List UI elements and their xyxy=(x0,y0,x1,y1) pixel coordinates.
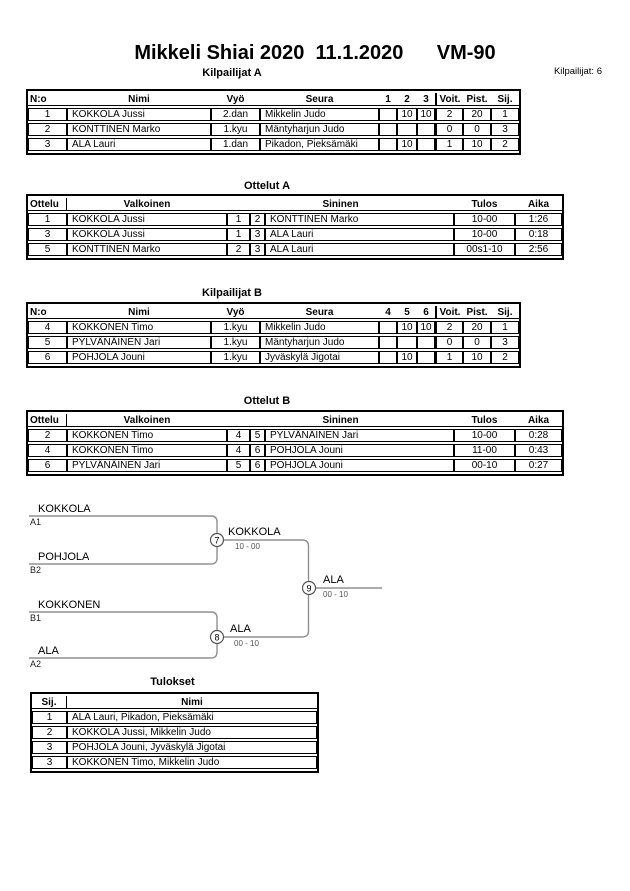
match-number: 8 xyxy=(214,632,220,643)
col-header: Sij. xyxy=(491,306,519,319)
table-row xyxy=(32,741,317,754)
col-header: Sij. xyxy=(491,93,519,106)
cell: 10-00 xyxy=(454,429,515,442)
col-header: N:o xyxy=(28,306,67,319)
cell: 4 xyxy=(227,444,250,457)
cell: 2 xyxy=(250,213,265,226)
cell: 1 xyxy=(28,213,67,226)
kilpailijat-b-table xyxy=(26,302,521,368)
match-score: 00 - 10 xyxy=(323,590,348,599)
col-header: Nimi xyxy=(67,306,211,319)
col-header: Ottelu xyxy=(28,414,67,427)
bracket-slot-seed: A2 xyxy=(30,659,42,669)
elimination-bracket xyxy=(0,495,430,690)
cell: 1 xyxy=(28,108,67,121)
table-row xyxy=(28,243,562,256)
cell: ALA Lauri xyxy=(265,243,454,256)
cell xyxy=(379,336,397,349)
cell: KOKKOLA Jussi xyxy=(67,213,227,226)
cell: 10-00 xyxy=(454,213,515,226)
cell: 5 xyxy=(28,243,67,256)
competitors-count: Kilpailijat: 6 xyxy=(553,66,602,77)
col-header: Ottelu xyxy=(28,198,67,211)
table-row xyxy=(28,321,519,334)
cell: 4 xyxy=(28,321,67,334)
cell: KOKKONEN Timo, Mikkelin Judo xyxy=(67,756,317,769)
col-header: Voit. xyxy=(435,306,463,319)
cell xyxy=(379,123,397,136)
col-header: 5 xyxy=(397,306,417,319)
table-header-row xyxy=(28,306,519,319)
table-row xyxy=(28,123,519,136)
col-header: Valkoinen xyxy=(67,198,227,211)
cell xyxy=(379,321,397,334)
cell: 1.kyu xyxy=(211,321,260,334)
col-header: Aika xyxy=(515,414,562,427)
cell: 1 xyxy=(435,351,463,364)
cell: KOKKOLA Jussi xyxy=(67,108,211,121)
col-header: 4 xyxy=(379,306,397,319)
col-header: Sininen xyxy=(227,198,454,211)
cell: KONTTINEN Marko xyxy=(265,213,454,226)
col-header: Pist. xyxy=(463,306,491,319)
cell: 20 xyxy=(463,108,491,121)
col-header: Vyö xyxy=(211,306,260,319)
cell: 1 xyxy=(227,228,250,241)
col-header: Voit. xyxy=(435,93,463,106)
col-header: Nimi xyxy=(67,696,317,709)
cell: KOKKONEN Timo xyxy=(67,444,227,457)
cell xyxy=(379,108,397,121)
cell: 0:28 xyxy=(515,429,562,442)
cell: 0 xyxy=(435,123,463,136)
kilpailijat-a-table xyxy=(26,89,521,155)
cell: 6 xyxy=(250,459,265,472)
section-title-kilpailijat-b: Kilpailijat B xyxy=(202,287,262,299)
cell: 0:27 xyxy=(515,459,562,472)
cell: POHJOLA Jouni, Jyväskylä Jigotai xyxy=(67,741,317,754)
cell: 5 xyxy=(250,429,265,442)
cell: 1 xyxy=(32,711,67,724)
section-title-ottelut-a: Ottelut A xyxy=(243,180,291,192)
cell: 2 xyxy=(435,108,463,121)
col-header: Vyö xyxy=(211,93,260,106)
cell: 2 xyxy=(28,429,67,442)
cell: 2.dan xyxy=(211,108,260,121)
bracket-slot-name: KOKKONEN xyxy=(38,599,101,611)
cell: 10 xyxy=(417,108,435,121)
cell: Mikkelin Judo xyxy=(260,108,379,121)
ottelut-b-table xyxy=(26,410,564,476)
cell xyxy=(417,351,435,364)
cell: 0:43 xyxy=(515,444,562,457)
cell: 2:56 xyxy=(515,243,562,256)
cell: 3 xyxy=(28,228,67,241)
table-row xyxy=(28,228,562,241)
cell xyxy=(397,123,417,136)
cell: 2 xyxy=(491,351,519,364)
cell: 1 xyxy=(227,213,250,226)
cell: 1.kyu xyxy=(211,336,260,349)
col-header: 3 xyxy=(417,93,435,106)
cell: 10 xyxy=(463,351,491,364)
cell: 10 xyxy=(397,108,417,121)
table-header-row xyxy=(28,414,562,427)
tulokset-table xyxy=(30,692,319,773)
bracket-lines xyxy=(0,495,430,690)
table-row xyxy=(28,138,519,151)
bracket-slot-seed: B1 xyxy=(30,613,42,623)
cell: 3 xyxy=(32,741,67,754)
cell: 6 xyxy=(28,459,67,472)
cell: 3 xyxy=(250,243,265,256)
cell: 11-00 xyxy=(454,444,515,457)
cell: 4 xyxy=(28,444,67,457)
page-title: Mikkeli Shiai 2020 11.1.2020 VM-90 xyxy=(134,42,496,64)
cell: 6 xyxy=(28,351,67,364)
cell: 00s1-10 xyxy=(454,243,515,256)
cell: 1.kyu xyxy=(211,351,260,364)
table-row xyxy=(32,756,317,769)
cell: POHJOLA Jouni xyxy=(67,351,211,364)
col-header: N:o xyxy=(28,93,67,106)
table-row xyxy=(28,213,562,226)
cell: KOKKOLA Jussi xyxy=(67,228,227,241)
cell: 1.dan xyxy=(211,138,260,151)
section-title-kilpailijat-a: Kilpailijat A xyxy=(202,67,262,79)
cell: 10 xyxy=(397,321,417,334)
match-number: 9 xyxy=(306,583,312,594)
cell: 3 xyxy=(250,228,265,241)
col-header: Seura xyxy=(260,93,379,106)
table-header-row xyxy=(28,93,519,106)
cell: 1 xyxy=(491,321,519,334)
bracket-slot-name: POHJOLA xyxy=(38,551,90,563)
cell: 1.kyu xyxy=(211,123,260,136)
bracket-slot-seed: A1 xyxy=(30,517,42,527)
cell: 0 xyxy=(463,123,491,136)
match-winner: ALA xyxy=(230,623,251,635)
table-row xyxy=(32,711,317,724)
cell: KOKKONEN Timo xyxy=(67,321,211,334)
match-winner: KOKKOLA xyxy=(228,526,281,538)
table-row xyxy=(28,429,562,442)
col-header: 2 xyxy=(397,93,417,106)
cell xyxy=(417,138,435,151)
match-score: 00 - 10 xyxy=(234,639,259,648)
cell: 10 xyxy=(397,138,417,151)
cell: 5 xyxy=(28,336,67,349)
col-header: Tulos xyxy=(454,414,515,427)
cell: Mäntyharjun Judo xyxy=(260,336,379,349)
cell xyxy=(397,336,417,349)
cell: KONTTINEN Marko xyxy=(67,243,227,256)
bracket-slot-seed: B2 xyxy=(30,565,42,575)
bracket-slot-name: KOKKOLA xyxy=(38,503,91,515)
cell: 10 xyxy=(417,321,435,334)
cell: 0 xyxy=(463,336,491,349)
col-header: Seura xyxy=(260,306,379,319)
match-score: 10 - 00 xyxy=(235,542,260,551)
cell: 1 xyxy=(491,108,519,121)
cell: 1 xyxy=(435,138,463,151)
cell: ALA Lauri xyxy=(67,138,211,151)
cell: PYLVÄNÄINEN Jari xyxy=(265,429,454,442)
cell: 2 xyxy=(28,123,67,136)
table-row xyxy=(28,108,519,121)
col-header: Sij. xyxy=(32,696,67,709)
cell: 2 xyxy=(32,726,67,739)
cell: 3 xyxy=(491,336,519,349)
cell: 3 xyxy=(28,138,67,151)
col-header: 1 xyxy=(379,93,397,106)
cell: Mikkelin Judo xyxy=(260,321,379,334)
cell: Mäntyharjun Judo xyxy=(260,123,379,136)
cell xyxy=(417,123,435,136)
cell: 5 xyxy=(227,459,250,472)
cell: Pikadon, Pieksämäki xyxy=(260,138,379,151)
cell: 0:18 xyxy=(515,228,562,241)
section-title-ottelut-b: Ottelut B xyxy=(243,395,291,407)
cell: ALA Lauri, Pikadon, Pieksämäki xyxy=(67,711,317,724)
ottelut-a-table xyxy=(26,194,564,260)
col-header: Sininen xyxy=(227,414,454,427)
cell: 10-00 xyxy=(454,228,515,241)
cell: KOKKONEN Timo xyxy=(67,429,227,442)
table-row xyxy=(32,726,317,739)
section-title-tulokset: Tulokset xyxy=(150,676,195,688)
col-header: 6 xyxy=(417,306,435,319)
col-header: Aika xyxy=(515,198,562,211)
cell: 00-10 xyxy=(454,459,515,472)
cell: 2 xyxy=(435,321,463,334)
cell: PYLVÄNÄINEN Jari xyxy=(67,459,227,472)
cell: 4 xyxy=(227,429,250,442)
table-row xyxy=(28,351,519,364)
cell: POHJOLA Jouni xyxy=(265,444,454,457)
col-header: Pist. xyxy=(463,93,491,106)
match-number: 7 xyxy=(214,535,220,546)
bracket-slot-name: ALA xyxy=(38,645,59,657)
table-row xyxy=(28,459,562,472)
cell xyxy=(379,138,397,151)
cell: POHJOLA Jouni xyxy=(265,459,454,472)
cell xyxy=(417,336,435,349)
cell: PYLVÄNÄINEN Jari xyxy=(67,336,211,349)
cell xyxy=(379,351,397,364)
cell: Jyväskylä Jigotai xyxy=(260,351,379,364)
cell: 10 xyxy=(397,351,417,364)
cell: ALA Lauri xyxy=(265,228,454,241)
cell: 2 xyxy=(227,243,250,256)
cell: 20 xyxy=(463,321,491,334)
match-circles xyxy=(211,534,316,644)
match-winner: ALA xyxy=(323,574,344,586)
cell: 0 xyxy=(435,336,463,349)
cell: 2 xyxy=(491,138,519,151)
cell: 1:26 xyxy=(515,213,562,226)
col-header: Valkoinen xyxy=(67,414,227,427)
cell: KONTTINEN Marko xyxy=(67,123,211,136)
cell: 3 xyxy=(491,123,519,136)
table-header-row xyxy=(28,198,562,211)
table-row xyxy=(28,336,519,349)
col-header: Nimi xyxy=(67,93,211,106)
table-header-row xyxy=(32,696,317,709)
col-header: Tulos xyxy=(454,198,515,211)
cell: 6 xyxy=(250,444,265,457)
cell: 3 xyxy=(32,756,67,769)
cell: KOKKOLA Jussi, Mikkelin Judo xyxy=(67,726,317,739)
table-row xyxy=(28,444,562,457)
cell: 10 xyxy=(463,138,491,151)
